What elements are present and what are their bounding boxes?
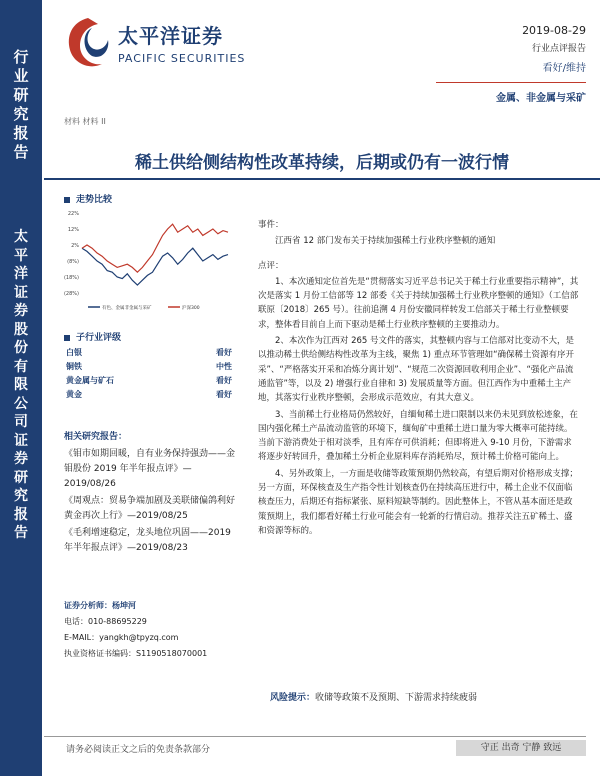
footer-disclaimer: 请务必阅读正文之后的免责条款部分 <box>66 745 211 755</box>
y-tick-label: 22% <box>67 211 79 217</box>
rating-row-name: 黄金属与矿石 <box>66 376 114 385</box>
rating-row <box>66 360 236 374</box>
sector-name: 金属、非金属与采矿 <box>496 93 586 104</box>
header-meta <box>522 24 586 74</box>
report-type: 行业点评报告 <box>531 44 586 54</box>
series-line <box>82 248 228 285</box>
rating-row <box>66 374 236 388</box>
y-tick-label: (18%) <box>63 275 79 281</box>
square-bullet-icon <box>64 197 70 203</box>
company-motto: 守正 出奇 宁静 致远 <box>456 740 586 756</box>
page-title: 稀土供给侧结构性改革持续，后期或仍有一波行情 <box>135 153 509 173</box>
risk-text: 收储等政策不及预期、下游需求持续疲弱 <box>315 693 478 703</box>
legend-label: 有色、金属非金属与采矿 <box>102 306 152 311</box>
analyst-cert: 执业资格证书编码：S1190518070001 <box>64 649 208 658</box>
event-text: 江西省 12 部门发布关于持续加强稀土行业秩序整顿的通知 <box>275 236 496 247</box>
paragraph-1: 1、本次通知定位首先是“贯彻落实习近平总书记关于稀土行业重要指示精神”，其次是落实 1 月份工信部等 12 部委《关于持续加强稀土行业秩序整顿的通知》（工信部联原〔2018〕265 号）。往前追溯 4 月份安徽同样转发工信部关于稀土行业整顿要求，整体看目前自上而下驱动是稀土行业秩序整顿的主要推动力。 <box>258 276 579 330</box>
legend-label: 沪深300 <box>182 306 200 311</box>
rating-row <box>66 346 236 360</box>
series-line <box>82 224 228 272</box>
y-tick-label: (28%) <box>63 291 79 297</box>
logo-cn: 太平洋证券 <box>118 24 223 48</box>
title-divider <box>44 178 600 180</box>
risk-warning <box>270 690 477 703</box>
header-divider <box>436 82 586 83</box>
related-report-item[interactable]: 《周观点：贸易争端加剧及美联储偏鸽利好黄金再次上行》—2019/08/25 <box>64 496 236 521</box>
sidebar-top-text: 行 业 研 究 报 告 <box>13 48 29 161</box>
trend-heading: 走势比较 <box>64 192 112 205</box>
analyst-info <box>64 598 244 662</box>
y-tick-label: (8%) <box>67 259 79 265</box>
report-date: 2019-08-29 <box>522 24 586 37</box>
analyst-label: 证券分析师： <box>64 601 112 610</box>
logo-en: PACIFIC SECURITIES <box>118 52 246 65</box>
y-tick-label: 2% <box>71 243 79 249</box>
rating-row-name: 黄金 <box>66 390 82 399</box>
square-bullet-icon <box>64 335 70 341</box>
breadcrumb: 材料 材料 II <box>64 117 106 126</box>
analyst-email[interactable]: E-MAIL：yangkh@tpyzq.com <box>64 633 179 642</box>
rating-row-value: 中性 <box>216 362 232 371</box>
related-report-item[interactable]: 《毛利增速稳定，龙头地位巩固——2019 年半年报点评》—2019/08/23 <box>64 528 231 553</box>
rating-row-name: 铜铁 <box>66 362 82 371</box>
sub-rating-table <box>66 346 236 402</box>
company-logo <box>62 14 262 78</box>
analyst-name: 杨坤河 <box>112 601 136 610</box>
sidebar <box>0 0 42 776</box>
related-heading: 相关研究报告： <box>64 432 128 442</box>
trend-chart <box>58 205 233 315</box>
paragraph-2: 2、本次作为江西对 265 号文件的落实，其整顿内容与工信部对比变动不大，是以推动稀土供给侧结构性改革为主线，聚焦 1) 重点环节管理如“确保稀土资源有序开采”、“严格落实开采和冶炼分离计划”、“规范二次资源回收利用企业”、“强化产品流通监管”等，以及 2) 增强行业自律和 3) 发展质量等方面。但江西作为中重稀土主产地，其落实行业秩序整顿，会形成示范效应，有其大意义。 <box>258 336 575 404</box>
rating-row-value: 看好 <box>216 390 232 399</box>
paragraph-3: 3、当前稀土行业格局仍然较好，自缅甸稀土进口限制以来仍未见到放松迹象，在国内强化稀土产品流动监管的环境下，缅甸矿中重稀土进口量为零大概率可能持续。当前下游消费处于相对淡季，且有库存可供消耗；但即将进入 9-10 月份，下游需求将逐步好转回升，叠加稀土分析企业原料库存消耗殆尽，预计稀土价格可能向上。 <box>258 409 578 463</box>
footer-divider <box>44 736 586 737</box>
rating-row-value: 看好 <box>216 376 232 385</box>
rating-row-value: 看好 <box>216 348 232 357</box>
y-tick-label: 12% <box>67 227 79 233</box>
related-report-item[interactable]: 《钼市如期回暖，自有业务保持强劲——金钼股份 2019 年半年报点评》—2019/08/26 <box>64 449 236 489</box>
analyst-phone: 电话：010-88695229 <box>64 617 147 626</box>
rating-row <box>66 388 236 402</box>
rating-row-name: 白银 <box>66 348 82 357</box>
report-body <box>258 218 580 540</box>
comment-label: 点评： <box>258 260 284 271</box>
paragraph-4: 4、另外政策上，一方面是收储等政策预期仍然较高，有望后期对价格形成支撑；另一方面，环保核查及生产指令性计划核查仍在持续高压进行中，稀土企业不仅面临核查压力，后期还有指标紧张、原料短缺等制约。因此整体上，不管从基本面还是政策预期上，我们都看好稀土行业可能会有一轮新的行情启动。推荐关注五矿稀土、盛和资源等标的。 <box>258 468 578 536</box>
risk-label: 风险提示： <box>270 693 316 703</box>
industry-rating: 看好/维持 <box>542 63 586 74</box>
logo-mark-icon <box>62 14 114 72</box>
related-reports <box>64 430 240 558</box>
event-label: 事件： <box>258 220 284 230</box>
sub-rating-heading: 子行业评级 <box>64 330 121 343</box>
sidebar-bottom-text: 太 平 洋 证 券 股 份 有 限 公 司 证 券 研 究 报 告 <box>14 229 28 541</box>
